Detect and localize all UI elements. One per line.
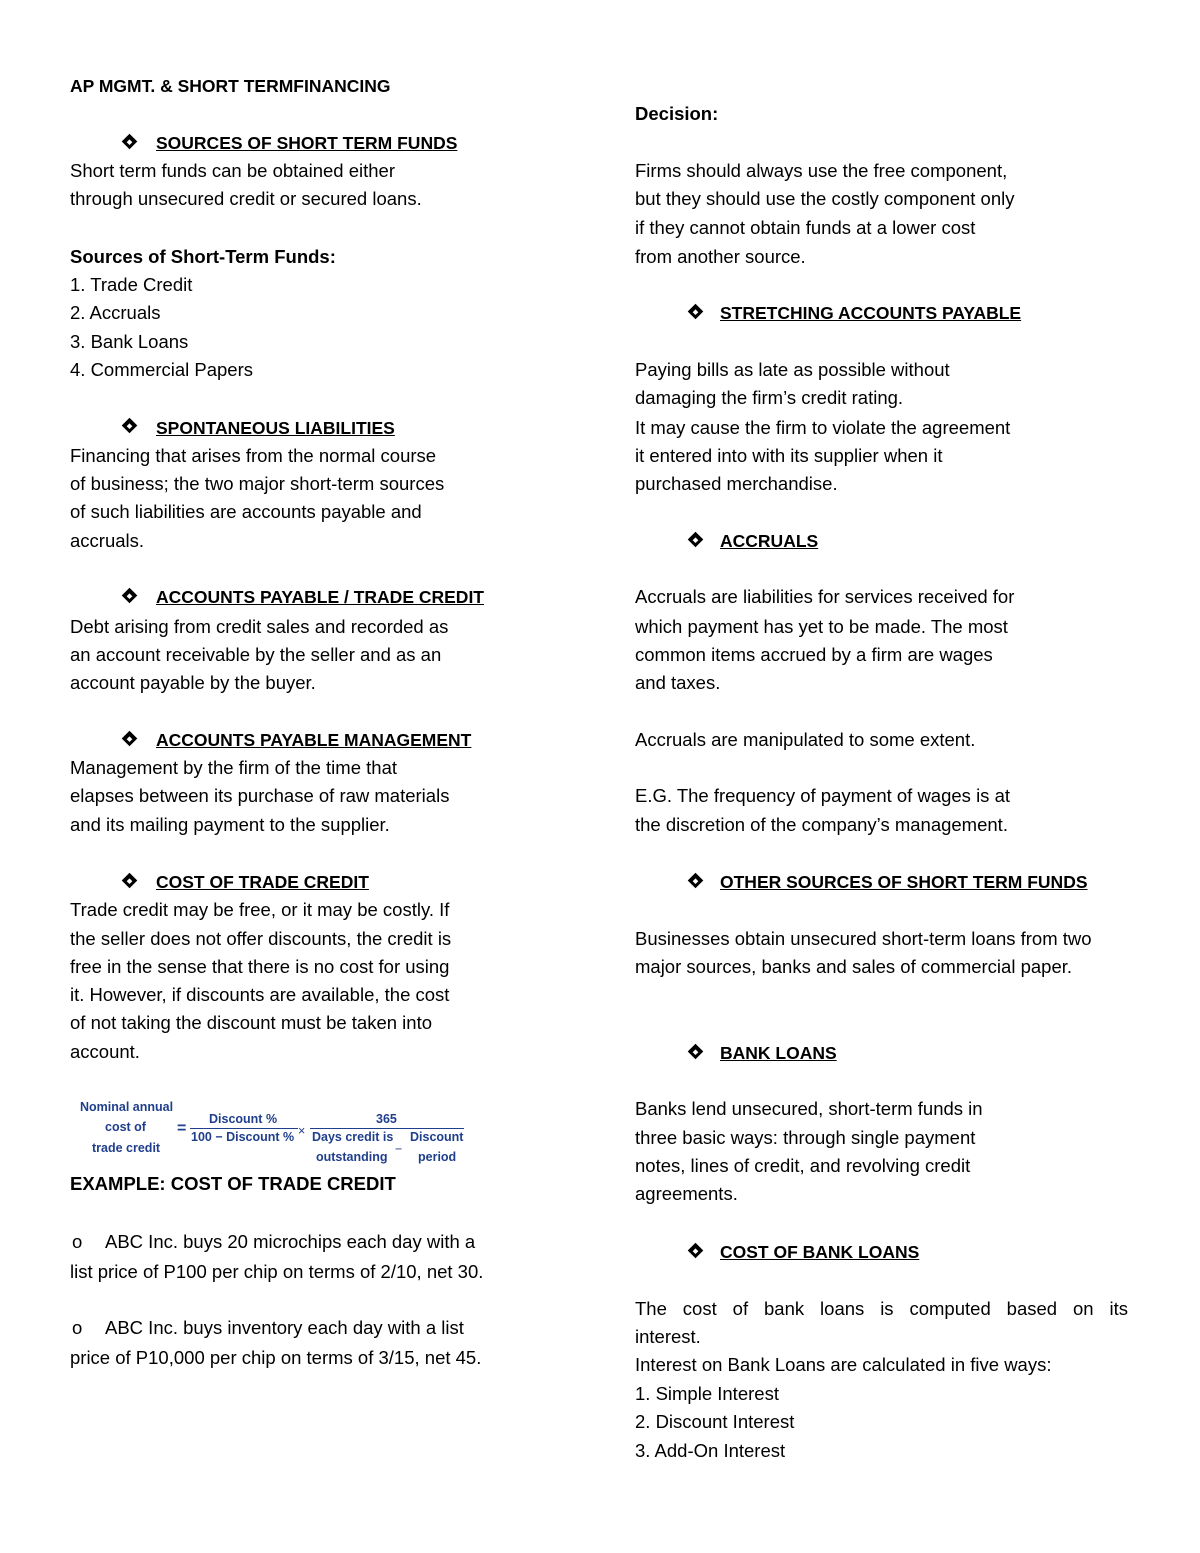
spontaneous-text-line: accruals. — [70, 530, 145, 551]
formula-numerator-discount: Discount % — [209, 1112, 278, 1126]
cost-trade-credit-text-line: it. However, if discounts are available, the cost — [70, 984, 450, 1005]
accruals-example-line: the discretion of the company’s management. — [635, 814, 1008, 835]
diamond-bullet-icon — [122, 588, 138, 604]
formula-numerator-365: 365 — [376, 1112, 397, 1126]
diamond-bullet-icon — [688, 532, 704, 548]
formula-days-credit-line: Days credit is — [312, 1130, 394, 1144]
stretching-text-line: purchased merchandise. — [635, 473, 838, 494]
diamond-bullet-icon — [122, 418, 138, 434]
formula-lhs-line: Nominal annual — [80, 1100, 174, 1114]
diamond-bullet-icon — [688, 304, 704, 320]
bank-loans-text-line: notes, lines of credit, and revolving credit — [635, 1155, 971, 1176]
interest-list-item: 2. Discount Interest — [635, 1411, 795, 1432]
ap-management-text-line: elapses between its purchase of raw materials — [70, 785, 450, 806]
other-sources-text-line: Businesses obtain unsecured short-term loans from two — [635, 928, 1092, 949]
accruals-text-line: Accruals are manipulated to some extent. — [635, 729, 976, 750]
stretching-heading: STRETCHING ACCOUNTS PAYABLE — [720, 303, 1022, 323]
cost-trade-credit-heading: COST OF TRADE CREDIT — [156, 872, 369, 892]
stretching-text-line: it entered into with its supplier when it — [635, 445, 943, 466]
decision-text-line: Firms should always use the free component, — [635, 160, 1008, 181]
formula-lhs-line: cost of — [105, 1120, 146, 1134]
sources-text-line: Short term funds can be obtained either — [70, 160, 395, 181]
interest-list-item: 3. Add-On Interest — [635, 1440, 786, 1461]
fraction-bar — [190, 1128, 298, 1129]
diamond-bullet-icon — [122, 134, 138, 150]
formula-discount-period-line: period — [418, 1150, 457, 1164]
cost-trade-credit-text-line: the seller does not offer discounts, the credit is — [70, 928, 452, 949]
formula-lhs-line: trade credit — [92, 1141, 161, 1155]
stretching-text-line: Paying bills as late as possible without — [635, 359, 950, 380]
diamond-bullet-icon — [688, 1243, 704, 1259]
decision-title: Decision: — [635, 103, 719, 124]
other-sources-text-line: major sources, banks and sales of commercial paper. — [635, 956, 1073, 977]
example-line: list price of P100 per chip on terms of 2/10, net 30. — [70, 1261, 484, 1282]
sources-text-line: through unsecured credit or secured loans. — [70, 188, 422, 209]
accruals-example-line: E.G. The frequency of payment of wages is at — [635, 785, 1010, 806]
other-sources-heading: OTHER SOURCES OF SHORT TERM FUNDS — [720, 872, 1088, 892]
sources-list-item: 2. Accruals — [70, 302, 161, 323]
example-line: price of P10,000 per chip on terms of 3/15, net 45. — [70, 1347, 482, 1368]
spontaneous-text-line: of such liabilities are accounts payable and — [70, 501, 422, 522]
bank-loans-text-line: agreements. — [635, 1183, 738, 1204]
sources-heading: SOURCES OF SHORT TERM FUNDS — [156, 133, 458, 153]
diamond-bullet-icon — [122, 731, 138, 747]
accruals-text-line: Accruals are liabilities for services received for — [635, 586, 1015, 607]
stretching-text-line: It may cause the firm to violate the agreement — [635, 417, 1011, 438]
cost-of-trade-credit-formula — [76, 1096, 476, 1168]
sources-list-item: 1. Trade Credit — [70, 274, 193, 295]
example-bullet-icon: o — [72, 1231, 83, 1252]
cost-bank-loans-text-line: interest. — [635, 1326, 701, 1347]
spontaneous-text-line: Financing that arises from the normal course — [70, 445, 437, 466]
cost-bank-loans-text-line: The cost of bank loans is computed based on its — [635, 1298, 1128, 1319]
sources-list-item: 3. Bank Loans — [70, 331, 189, 352]
accruals-text-line: common items accrued by a firm are wages — [635, 644, 993, 665]
diamond-bullet-icon — [688, 873, 704, 889]
accruals-text-line: which payment has yet to be made. The most — [635, 616, 1008, 637]
ap-management-text-line: Management by the firm of the time that — [70, 757, 397, 778]
accounts-payable-heading: ACCOUNTS PAYABLE / TRADE CREDIT — [156, 587, 484, 607]
fraction-bar — [310, 1128, 464, 1129]
decision-text-line: but they should use the costly component only — [635, 188, 1015, 209]
formula-days-credit-line: outstanding — [316, 1150, 388, 1164]
cost-trade-credit-text-line: account. — [70, 1041, 140, 1062]
diamond-bullet-icon — [122, 873, 138, 889]
sources-list-title: Sources of Short-Term Funds: — [70, 246, 336, 267]
example-line: ABC Inc. buys 20 microchips each day with a — [105, 1231, 476, 1252]
spontaneous-heading: SPONTANEOUS LIABILITIES — [156, 418, 395, 438]
ap-management-text-line: and its mailing payment to the supplier. — [70, 814, 390, 835]
bank-loans-heading: BANK LOANS — [720, 1043, 837, 1063]
formula-minus: − — [395, 1142, 403, 1156]
formula-discount-period-line: Discount — [410, 1130, 464, 1144]
example-line: ABC Inc. buys inventory each day with a list — [105, 1317, 464, 1338]
cost-trade-credit-text-line: Trade credit may be free, or it may be costly. If — [70, 899, 450, 920]
accruals-text-line: and taxes. — [635, 672, 721, 693]
sources-list-item: 4. Commercial Papers — [70, 359, 254, 380]
accounts-payable-text-line: Debt arising from credit sales and recorded as — [70, 616, 449, 637]
decision-text-line: if they cannot obtain funds at a lower cost — [635, 217, 976, 238]
diamond-bullet-icon — [688, 1044, 704, 1060]
formula-times: × — [298, 1124, 306, 1138]
formula-denominator-discount: 100 − Discount % — [191, 1130, 295, 1144]
cost-trade-credit-text-line: free in the sense that there is no cost for using — [70, 956, 450, 977]
ap-management-heading: ACCOUNTS PAYABLE MANAGEMENT — [156, 730, 472, 750]
example-bullet-icon: o — [72, 1317, 83, 1338]
cost-bank-loans-heading: COST OF BANK LOANS — [720, 1242, 920, 1262]
document-title: AP MGMT. & SHORT TERMFINANCING — [70, 76, 391, 96]
formula-equals: = — [177, 1120, 187, 1137]
interest-list-item: 1. Simple Interest — [635, 1383, 779, 1404]
stretching-text-line: damaging the firm’s credit rating. — [635, 387, 904, 408]
bank-loans-text-line: three basic ways: through single payment — [635, 1127, 976, 1148]
spontaneous-text-line: of business; the two major short-term sources — [70, 473, 445, 494]
example-title: EXAMPLE: COST OF TRADE CREDIT — [70, 1173, 396, 1194]
accounts-payable-text-line: an account receivable by the seller and as an — [70, 644, 442, 665]
accruals-heading: ACCRUALS — [720, 531, 819, 551]
interest-intro: Interest on Bank Loans are calculated in five ways: — [635, 1354, 1052, 1375]
bank-loans-text-line: Banks lend unsecured, short-term funds in — [635, 1098, 983, 1119]
decision-text-line: from another source. — [635, 246, 806, 267]
accounts-payable-text-line: account payable by the buyer. — [70, 672, 316, 693]
cost-trade-credit-text-line: of not taking the discount must be taken into — [70, 1012, 433, 1033]
